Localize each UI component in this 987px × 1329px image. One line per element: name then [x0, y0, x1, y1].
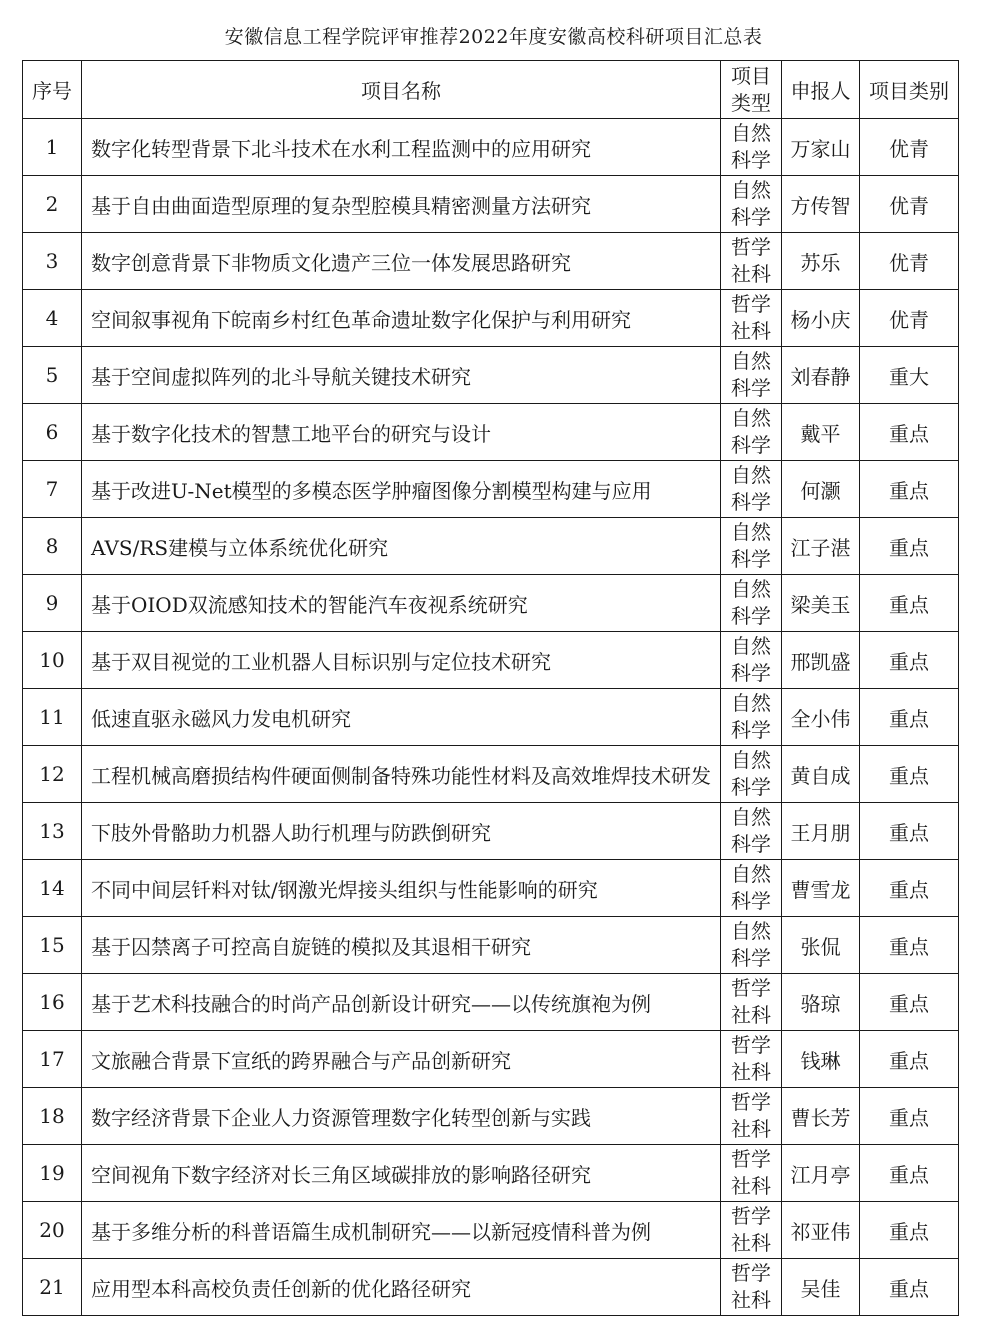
project-type-line2: 科学 — [731, 718, 771, 742]
project-type-line2: 科学 — [731, 661, 771, 685]
project-type-line1: 哲学 — [731, 1204, 771, 1228]
table-row — [23, 461, 959, 518]
project-type-line2: 社科 — [731, 1060, 771, 1084]
project-type-line1: 哲学 — [731, 235, 771, 259]
project-type-cell — [721, 746, 782, 803]
project-type-line1: 自然 — [731, 121, 771, 145]
table-row — [23, 1145, 959, 1202]
project-type-line1: 自然 — [731, 862, 771, 886]
project-type-line1: 哲学 — [731, 1147, 771, 1171]
serial-number-cell: 4 — [23, 290, 82, 347]
project-type-line1: 哲学 — [731, 1033, 771, 1057]
project-category-cell: 重点 — [860, 575, 959, 632]
project-name-cell: 不同中间层钎料对钛/钢激光焊接头组织与性能影响的研究 — [82, 860, 721, 917]
table-row — [23, 290, 959, 347]
project-name-cell: 低速直驱永磁风力发电机研究 — [82, 689, 721, 746]
project-name-cell: 应用型本科高校负责任创新的优化路径研究 — [82, 1259, 721, 1316]
applicant-cell: 江月亭 — [782, 1145, 860, 1202]
project-category-cell: 重点 — [860, 689, 959, 746]
table-row — [23, 1088, 959, 1145]
applicant-cell: 苏乐 — [782, 233, 860, 290]
project-category-cell: 重点 — [860, 803, 959, 860]
applicant-cell: 祁亚伟 — [782, 1202, 860, 1259]
applicant-cell: 王月朋 — [782, 803, 860, 860]
table-row — [23, 404, 959, 461]
project-type-line1: 哲学 — [731, 1090, 771, 1114]
project-type-line2: 科学 — [731, 433, 771, 457]
project-category-cell: 重点 — [860, 746, 959, 803]
project-name-cell: 空间视角下数字经济对长三角区域碳排放的影响路径研究 — [82, 1145, 721, 1202]
project-type-cell — [721, 632, 782, 689]
project-name-cell: 基于多维分析的科普语篇生成机制研究——以新冠疫情科普为例 — [82, 1202, 721, 1259]
serial-number-cell: 9 — [23, 575, 82, 632]
project-type-line2: 社科 — [731, 262, 771, 286]
serial-number-cell: 12 — [23, 746, 82, 803]
project-category-cell: 优青 — [860, 176, 959, 233]
project-type-line2: 科学 — [731, 832, 771, 856]
project-name-cell: 基于OIOD双流感知技术的智能汽车夜视系统研究 — [82, 575, 721, 632]
applicant-cell: 全小伟 — [782, 689, 860, 746]
project-name-cell: 基于改进U-Net模型的多模态医学肿瘤图像分割模型构建与应用 — [82, 461, 721, 518]
project-category-cell: 优青 — [860, 119, 959, 176]
table-row — [23, 803, 959, 860]
project-name-cell: 下肢外骨骼助力机器人助行机理与防跌倒研究 — [82, 803, 721, 860]
header-project-type-line2: 类型 — [731, 90, 771, 115]
table-row — [23, 518, 959, 575]
project-name-cell: 基于双目视觉的工业机器人目标识别与定位技术研究 — [82, 632, 721, 689]
serial-number-cell: 10 — [23, 632, 82, 689]
project-type-cell — [721, 575, 782, 632]
project-type-cell — [721, 1202, 782, 1259]
project-type-cell — [721, 803, 782, 860]
project-type-line2: 科学 — [731, 775, 771, 799]
project-category-cell: 重大 — [860, 347, 959, 404]
applicant-cell: 曹雪龙 — [782, 860, 860, 917]
project-type-line2: 社科 — [731, 1003, 771, 1027]
project-type-line1: 自然 — [731, 463, 771, 487]
project-type-cell — [721, 1259, 782, 1316]
applicant-cell: 万家山 — [782, 119, 860, 176]
table-row — [23, 860, 959, 917]
serial-number-cell: 5 — [23, 347, 82, 404]
project-type-cell — [721, 233, 782, 290]
applicant-cell: 张侃 — [782, 917, 860, 974]
project-type-line2: 科学 — [731, 604, 771, 628]
project-type-line2: 社科 — [731, 319, 771, 343]
serial-number-cell: 17 — [23, 1031, 82, 1088]
project-category-cell: 优青 — [860, 290, 959, 347]
project-type-line1: 哲学 — [731, 292, 771, 316]
project-name-cell: 基于空间虚拟阵列的北斗导航关键技术研究 — [82, 347, 721, 404]
applicant-cell: 曹长芳 — [782, 1088, 860, 1145]
project-type-cell — [721, 860, 782, 917]
project-type-line1: 自然 — [731, 178, 771, 202]
project-type-cell — [721, 404, 782, 461]
table-row — [23, 176, 959, 233]
serial-number-cell: 8 — [23, 518, 82, 575]
project-type-cell — [721, 689, 782, 746]
table-row — [23, 1259, 959, 1316]
project-type-cell — [721, 1031, 782, 1088]
project-type-line1: 自然 — [731, 748, 771, 772]
project-category-cell: 重点 — [860, 917, 959, 974]
table-row — [23, 746, 959, 803]
header-project-category: 项目类别 — [860, 61, 959, 119]
project-name-cell: AVS/RS建模与立体系统优化研究 — [82, 518, 721, 575]
serial-number-cell: 14 — [23, 860, 82, 917]
applicant-cell: 戴平 — [782, 404, 860, 461]
applicant-cell: 邢凯盛 — [782, 632, 860, 689]
applicant-cell: 江子湛 — [782, 518, 860, 575]
serial-number-cell: 13 — [23, 803, 82, 860]
project-type-line1: 自然 — [731, 634, 771, 658]
project-name-cell: 工程机械高磨损结构件硬面侧制备特殊功能性材料及高效堆焊技术研发 — [82, 746, 721, 803]
serial-number-cell: 2 — [23, 176, 82, 233]
table-row — [23, 974, 959, 1031]
project-category-cell: 重点 — [860, 1031, 959, 1088]
project-category-cell: 重点 — [860, 974, 959, 1031]
project-name-cell: 基于数字化技术的智慧工地平台的研究与设计 — [82, 404, 721, 461]
project-category-cell: 重点 — [860, 1202, 959, 1259]
table-row — [23, 119, 959, 176]
serial-number-cell: 20 — [23, 1202, 82, 1259]
applicant-cell: 刘春静 — [782, 347, 860, 404]
project-name-cell: 基于艺术科技融合的时尚产品创新设计研究——以传统旗袍为例 — [82, 974, 721, 1031]
project-type-cell — [721, 290, 782, 347]
project-category-cell: 重点 — [860, 1088, 959, 1145]
applicant-cell: 骆琼 — [782, 974, 860, 1031]
project-name-cell: 基于自由曲面造型原理的复杂型腔模具精密测量方法研究 — [82, 176, 721, 233]
project-type-line2: 科学 — [731, 205, 771, 229]
header-project-name: 项目名称 — [82, 61, 721, 119]
table-header-row — [23, 61, 959, 119]
project-type-line2: 科学 — [731, 547, 771, 571]
project-type-line1: 自然 — [731, 805, 771, 829]
project-type-cell — [721, 917, 782, 974]
header-project-type-line1: 项目 — [731, 63, 771, 88]
project-type-line1: 哲学 — [731, 976, 771, 1000]
project-category-cell: 重点 — [860, 461, 959, 518]
project-name-cell: 数字化转型背景下北斗技术在水利工程监测中的应用研究 — [82, 119, 721, 176]
header-serial-number: 序号 — [23, 61, 82, 119]
project-name-cell: 数字创意背景下非物质文化遗产三位一体发展思路研究 — [82, 233, 721, 290]
applicant-cell: 吴佳 — [782, 1259, 860, 1316]
serial-number-cell: 19 — [23, 1145, 82, 1202]
applicant-cell: 方传智 — [782, 176, 860, 233]
applicant-cell: 杨小庆 — [782, 290, 860, 347]
project-type-line2: 科学 — [731, 946, 771, 970]
project-name-cell: 空间叙事视角下皖南乡村红色革命遗址数字化保护与利用研究 — [82, 290, 721, 347]
project-type-line2: 社科 — [731, 1117, 771, 1141]
serial-number-cell: 16 — [23, 974, 82, 1031]
project-type-line2: 社科 — [731, 1288, 771, 1312]
serial-number-cell: 18 — [23, 1088, 82, 1145]
project-category-cell: 重点 — [860, 404, 959, 461]
project-type-cell — [721, 347, 782, 404]
serial-number-cell: 6 — [23, 404, 82, 461]
table-row — [23, 347, 959, 404]
project-name-cell: 基于囚禁离子可控高自旋链的模拟及其退相干研究 — [82, 917, 721, 974]
applicant-cell: 黄自成 — [782, 746, 860, 803]
project-type-line2: 社科 — [731, 1174, 771, 1198]
project-category-cell: 重点 — [860, 1145, 959, 1202]
table-row — [23, 1031, 959, 1088]
project-type-line2: 科学 — [731, 490, 771, 514]
project-type-line1: 自然 — [731, 919, 771, 943]
applicant-cell: 何灏 — [782, 461, 860, 518]
project-summary-table — [22, 60, 959, 1316]
applicant-cell: 钱琳 — [782, 1031, 860, 1088]
table-row — [23, 575, 959, 632]
project-type-cell — [721, 119, 782, 176]
project-type-cell — [721, 1145, 782, 1202]
header-applicant: 申报人 — [782, 61, 860, 119]
project-type-line2: 科学 — [731, 889, 771, 913]
serial-number-cell: 3 — [23, 233, 82, 290]
project-category-cell: 优青 — [860, 233, 959, 290]
serial-number-cell: 11 — [23, 689, 82, 746]
project-type-line2: 科学 — [731, 148, 771, 172]
project-type-line2: 社科 — [731, 1231, 771, 1255]
project-type-line1: 自然 — [731, 406, 771, 430]
serial-number-cell: 21 — [23, 1259, 82, 1316]
project-type-line1: 自然 — [731, 691, 771, 715]
project-type-line1: 自然 — [731, 349, 771, 373]
serial-number-cell: 15 — [23, 917, 82, 974]
project-type-line1: 自然 — [731, 577, 771, 601]
project-category-cell: 重点 — [860, 518, 959, 575]
project-category-cell: 重点 — [860, 860, 959, 917]
header-project-type — [721, 61, 782, 119]
table-row — [23, 632, 959, 689]
project-name-cell: 数字经济背景下企业人力资源管理数字化转型创新与实践 — [82, 1088, 721, 1145]
project-type-cell — [721, 1088, 782, 1145]
table-row — [23, 233, 959, 290]
project-type-line1: 哲学 — [731, 1261, 771, 1285]
project-type-line1: 自然 — [731, 520, 771, 544]
project-category-cell: 重点 — [860, 1259, 959, 1316]
project-type-cell — [721, 461, 782, 518]
table-row — [23, 917, 959, 974]
serial-number-cell: 1 — [23, 119, 82, 176]
table-row — [23, 1202, 959, 1259]
project-type-cell — [721, 974, 782, 1031]
project-type-cell — [721, 176, 782, 233]
project-name-cell: 文旅融合背景下宣纸的跨界融合与产品创新研究 — [82, 1031, 721, 1088]
project-type-line2: 科学 — [731, 376, 771, 400]
project-category-cell: 重点 — [860, 632, 959, 689]
document-title: 安徽信息工程学院评审推荐2022年度安徽高校科研项目汇总表 — [224, 26, 763, 48]
table-row — [23, 689, 959, 746]
project-type-cell — [721, 518, 782, 575]
serial-number-cell: 7 — [23, 461, 82, 518]
applicant-cell: 梁美玉 — [782, 575, 860, 632]
